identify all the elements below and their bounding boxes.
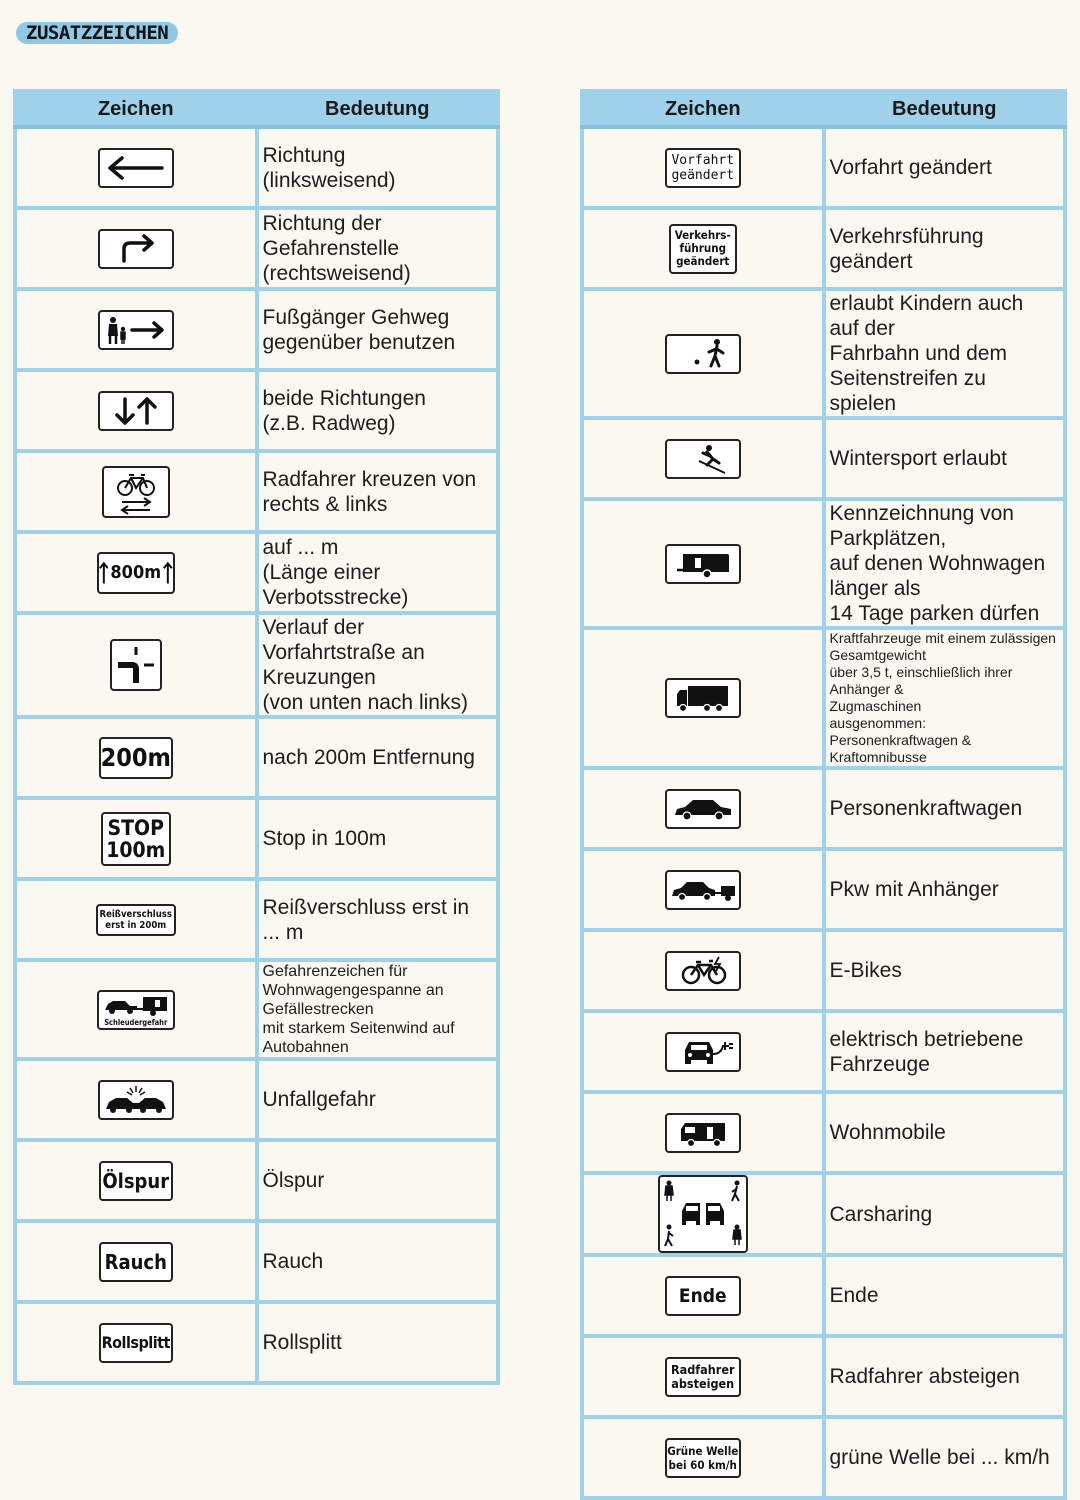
car-crash-icon [98,1080,174,1120]
table-row [15,127,498,208]
sign-stop-100m: STOP 100m [101,812,171,866]
carsharing-icon [658,1175,748,1253]
sign-green-wave: Grüne Welle bei 60 km/h [665,1438,741,1478]
meaning-text: Radfahrer kreuzen von rechts & links [257,451,499,532]
sign-cell [582,1417,824,1498]
skier-icon [665,439,741,479]
sign-cell [582,1011,824,1092]
meaning-text: Richtung der Gefahrenstelle (rechtsweisend) [257,208,499,289]
meaning-text: Personenkraftwagen [824,768,1066,849]
table-row [582,289,1065,418]
sign-loose-chippings: Rollsplitt [99,1323,173,1363]
sign-cell [582,1336,824,1417]
meaning-text: erlaubt Kindern auch auf der Fahrbahn und dem Seitenstreifen zu spielen [824,289,1066,418]
table-row [582,1417,1065,1498]
sign-priority-changed: Vorfahrt geändert [665,148,741,188]
sign-table-left [13,89,500,1385]
table-row [582,208,1065,289]
meaning-text: Stop in 100m [257,798,499,879]
sign-cell [582,208,824,289]
sign-zipper-merge: Reißverschluss erst in 200m [96,904,176,936]
sign-cell [15,1059,257,1140]
sign-cell [582,289,824,418]
sign-cell [15,613,257,717]
sign-cell [582,499,824,628]
pedestrian-arrow-right-icon [98,310,174,350]
sign-smoke: Rauch [99,1242,173,1282]
meaning-text: Richtung (linksweisend) [257,127,499,208]
meaning-text: Kraftfahrzeuge mit einem zulässigen Gesamtgewicht über 3,5 t, einschließlich ihrer Anhänger & Zugmaschinen ausgenommen: Personenkraftwagen & Kraftomnibusse [824,628,1066,768]
table-row [582,768,1065,849]
arrow-left-icon [98,148,174,188]
table-row [582,1336,1065,1417]
table-row [582,1255,1065,1336]
e-bike-icon [665,951,741,991]
table-row [15,1221,498,1302]
sign-cell [15,1140,257,1221]
meaning-text: auf ... m (Länge einer Verbotsstrecke) [257,532,499,613]
priority-road-course-icon [110,639,162,691]
table-row [582,1092,1065,1173]
column-header-sign: Zeichen [15,91,257,127]
table-row [15,613,498,717]
meaning-text: Ölspur [257,1140,499,1221]
caravan-icon [665,544,741,584]
table-row [582,499,1065,628]
meaning-text: elektrisch betriebene Fahrzeuge [824,1011,1066,1092]
table-header [582,91,1065,127]
meaning-text: Unfallgefahr [257,1059,499,1140]
sign-cell [582,1255,824,1336]
meaning-text: Kennzeichnung von Parkplätzen, auf denen Wohnwagen länger als 14 Tage parken dürfen [824,499,1066,628]
meaning-text: Reißverschluss erst in ... m [257,879,499,960]
table-row [15,1140,498,1221]
table-row [15,717,498,798]
meaning-text: Wohnmobile [824,1092,1066,1173]
table-row [582,849,1065,930]
arrow-turn-right-icon [98,229,174,269]
sign-cell [582,1173,824,1255]
column-header-meaning: Bedeutung [257,91,499,127]
distance-arrows-icon [97,552,175,594]
sign-oil-spill: Ölspur [99,1161,173,1201]
table-row [15,451,498,532]
sign-traffic-routing-changed: Verkehrs- führung geändert [669,224,737,274]
sign-cell [15,1302,257,1383]
meaning-text: Verlauf der Vorfahrtstraße an Kreuzungen (von unten nach links) [257,613,499,717]
table-row [15,879,498,960]
sign-cell [15,208,257,289]
sign-cell [15,798,257,879]
column-header-meaning: Bedeutung [824,91,1066,127]
table-row [15,960,498,1059]
table-row [582,1173,1065,1255]
sign-cell [15,289,257,370]
electric-car-icon [665,1032,741,1072]
meaning-text: Gefahrenzeichen für Wohnwagengespanne an Gefällestrecken mit starkem Seitenwind auf Autobahnen [257,960,499,1059]
table-row [15,208,498,289]
sign-cell [582,1092,824,1173]
page-title: ZUSATZZEICHEN [16,22,178,44]
table-header [15,91,498,127]
meaning-text: Wintersport erlaubt [824,418,1066,499]
car-icon [665,789,741,829]
sign-text: 800m [110,562,162,583]
table-row [582,930,1065,1011]
sign-cell [15,532,257,613]
table-row [15,532,498,613]
motorhome-icon [665,1113,741,1153]
table-row [582,1011,1065,1092]
meaning-text: Rollsplitt [257,1302,499,1383]
meaning-text: nach 200m Entfernung [257,717,499,798]
meaning-text: grüne Welle bei ... km/h [824,1417,1066,1498]
sign-cyclists-dismount: Radfahrer absteigen [665,1357,741,1397]
table-row [15,289,498,370]
car-trailer-icon [665,870,741,910]
table-row [582,628,1065,768]
meaning-text: Verkehrsführung geändert [824,208,1066,289]
meaning-text: Ende [824,1255,1066,1336]
sign-cell [15,879,257,960]
meaning-text: Fußgänger Gehweg gegenüber benutzen [257,289,499,370]
sign-end: Ende [665,1276,741,1316]
sign-cell [582,418,824,499]
sign-cell [582,628,824,768]
table-row [582,127,1065,208]
sign-cell [582,768,824,849]
table-row [15,370,498,451]
meaning-text: beide Richtungen (z.B. Radweg) [257,370,499,451]
table-row [15,1302,498,1383]
sign-cell [15,960,257,1059]
sign-cell [582,849,824,930]
table-row [15,1059,498,1140]
sign-cell [15,370,257,451]
truck-icon [665,678,741,718]
meaning-text: Vorfahrt geändert [824,127,1066,208]
table-row [15,798,498,879]
meaning-text: Pkw mit Anhänger [824,849,1066,930]
column-header-sign: Zeichen [582,91,824,127]
child-playing-icon [665,334,741,374]
meaning-text: Carsharing [824,1173,1066,1255]
table-row [582,418,1065,499]
sign-table-right [580,89,1067,1500]
sign-cell [15,1221,257,1302]
bicycle-cross-arrows-icon [102,466,170,518]
sign-cell [15,451,257,532]
meaning-text: E-Bikes [824,930,1066,1011]
sign-cell [582,930,824,1011]
sign-cell [582,127,824,208]
meaning-text: Rauch [257,1221,499,1302]
sign-cell [15,717,257,798]
arrows-both-directions-icon [98,391,174,431]
sign-text: Schleudergefahr [104,1017,168,1027]
car-caravan-icon [97,990,175,1030]
meaning-text: Radfahrer absteigen [824,1336,1066,1417]
sign-cell [15,127,257,208]
sign-200m: 200m [99,737,173,779]
